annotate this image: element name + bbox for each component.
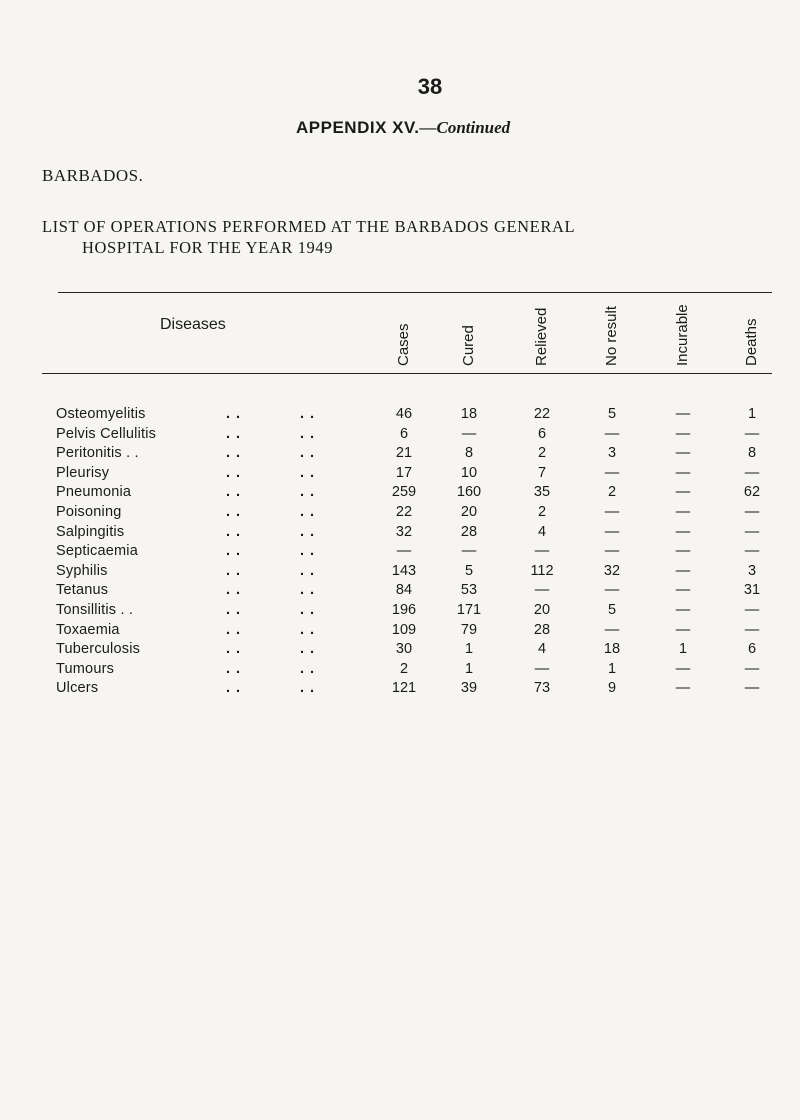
- leader-dots: . .: [300, 562, 316, 579]
- disease-name: Poisoning: [56, 504, 122, 520]
- cell-deaths: 8: [747, 445, 757, 462]
- leader-dots: . .: [226, 543, 242, 560]
- leader-dots: . .: [226, 680, 242, 697]
- cell-cases: 22: [395, 504, 413, 520]
- cell-deaths: 6: [747, 641, 757, 658]
- cell-incurable: —: [675, 562, 691, 579]
- leader-dots: . .: [226, 582, 242, 599]
- table-title: [42, 216, 782, 258]
- column-header-no-result: No result: [603, 305, 620, 366]
- leader-dots: . .: [300, 464, 316, 481]
- table-row: [0, 445, 800, 465]
- cell-relieved: 6: [537, 425, 547, 442]
- cell-cured: 79: [460, 621, 478, 638]
- cell-cases: 6: [399, 425, 409, 442]
- cell-relieved: 28: [533, 621, 551, 638]
- leader-dots: . .: [226, 445, 242, 462]
- column-header-relieved: Relieved: [533, 307, 550, 366]
- cell-relieved: 20: [533, 602, 551, 618]
- cell-cured: 1: [464, 660, 474, 677]
- cell-cases: 32: [395, 523, 413, 540]
- disease-name: Septicaemia: [56, 543, 138, 560]
- diseases-column-header: Diseases: [160, 316, 226, 333]
- table-row: [0, 622, 800, 642]
- leader-dots: . .: [226, 464, 242, 481]
- leader-dots: . .: [300, 621, 316, 638]
- leader-dots: . .: [300, 602, 316, 618]
- cell-incurable: —: [675, 621, 691, 638]
- cell-cases: 143: [391, 562, 417, 579]
- cell-deaths: —: [744, 660, 760, 677]
- leader-dots: . .: [226, 523, 242, 540]
- cell-cured: —: [461, 425, 477, 442]
- cell-cured: 28: [460, 523, 478, 540]
- cell-cases: 196: [391, 602, 417, 618]
- leader-dots: . .: [300, 484, 316, 501]
- leader-dots: . .: [300, 523, 316, 540]
- cell-deaths: —: [744, 602, 760, 618]
- leader-dots: . .: [300, 406, 316, 422]
- cell-deaths: —: [744, 425, 760, 442]
- appendix-heading: [296, 118, 510, 138]
- cell-cured: 171: [456, 602, 482, 618]
- cell-incurable: —: [675, 582, 691, 599]
- cell-incurable: —: [675, 406, 691, 422]
- leader-dots: . .: [300, 582, 316, 599]
- cell-relieved: —: [534, 582, 550, 599]
- cell-incurable: —: [675, 425, 691, 442]
- disease-name: Tuberculosis: [56, 641, 141, 658]
- cell-incurable: —: [675, 602, 691, 618]
- table-row: [0, 641, 800, 661]
- leader-dots: . .: [226, 504, 242, 520]
- table-row: [0, 602, 800, 622]
- cell-relieved: 112: [530, 562, 554, 579]
- continued-label: —Continued: [419, 118, 511, 137]
- cell-deaths: 3: [747, 562, 757, 579]
- disease-name: Tetanus: [56, 582, 109, 599]
- leader-dots: . .: [300, 425, 316, 442]
- cell-relieved: 22: [533, 406, 551, 422]
- disease-name: Salpingitis: [56, 523, 125, 540]
- cell-cured: —: [461, 543, 477, 560]
- cell-relieved: 4: [537, 523, 547, 540]
- table-row: [0, 426, 800, 446]
- leader-dots: . .: [300, 660, 316, 677]
- cell-cases: 259: [391, 484, 417, 501]
- title-line-1: LIST OF OPERATIONS PERFORMED AT THE BARBADOS GENERAL: [42, 217, 576, 236]
- leader-dots: . .: [226, 406, 242, 422]
- cell-cases: 121: [391, 680, 417, 697]
- cell-cured: 53: [460, 582, 478, 599]
- appendix-label: APPENDIX XV.: [296, 118, 420, 137]
- cell-deaths: 1: [747, 406, 757, 422]
- leader-dots: . .: [300, 641, 316, 658]
- cell-deaths: —: [744, 523, 760, 540]
- leader-dots: . .: [300, 680, 316, 697]
- leader-dots: . .: [300, 543, 316, 560]
- cell-deaths: 31: [743, 582, 761, 599]
- disease-name: Tumours: [56, 660, 115, 677]
- table-row: [0, 524, 800, 544]
- cell-incurable: —: [675, 523, 691, 540]
- cell-cured: 8: [464, 445, 474, 462]
- table-row: [0, 563, 800, 583]
- cell-cases: —: [396, 543, 412, 560]
- cell-relieved: 7: [537, 464, 547, 481]
- cell-no-result: 5: [607, 602, 617, 618]
- column-header-cured: Cured: [460, 325, 477, 366]
- disease-name: Pleurisy: [56, 464, 110, 481]
- cell-deaths: —: [744, 464, 760, 481]
- disease-name: Toxaemia: [56, 621, 120, 638]
- cell-relieved: 73: [533, 680, 551, 697]
- cell-no-result: 18: [603, 641, 621, 658]
- leader-dots: . .: [300, 504, 316, 520]
- leader-dots: . .: [300, 445, 316, 462]
- disease-name: Osteomyelitis: [56, 406, 146, 422]
- table-row: [0, 661, 800, 681]
- leader-dots: . .: [226, 660, 242, 677]
- table-row: [0, 406, 800, 426]
- disease-name: Peritonitis . .: [56, 445, 139, 462]
- cell-cases: 17: [395, 464, 413, 481]
- column-header-incurable: Incurable: [674, 304, 691, 366]
- region-heading: BARBADOS.: [42, 166, 144, 185]
- cell-relieved: 4: [537, 641, 547, 658]
- cell-cases: 84: [395, 582, 413, 599]
- cell-relieved: 35: [533, 484, 551, 501]
- table-row: [0, 504, 800, 524]
- table-row: [0, 484, 800, 504]
- cell-deaths: —: [744, 504, 760, 520]
- cell-no-result: —: [604, 464, 620, 481]
- cell-cases: 2: [399, 660, 409, 677]
- leader-dots: . .: [226, 425, 242, 442]
- cell-no-result: 32: [603, 562, 621, 579]
- cell-no-result: 3: [607, 445, 617, 462]
- cell-no-result: —: [604, 425, 620, 442]
- cell-cured: 10: [460, 464, 478, 481]
- cell-no-result: 2: [607, 484, 617, 501]
- cell-incurable: —: [675, 504, 691, 520]
- cell-cured: 5: [464, 562, 474, 579]
- cell-no-result: —: [604, 621, 620, 638]
- leader-dots: . .: [226, 562, 242, 579]
- cell-relieved: —: [534, 660, 550, 677]
- cell-cured: 18: [460, 406, 478, 422]
- table-row: [0, 543, 800, 563]
- cell-cured: 20: [460, 504, 478, 520]
- cell-no-result: 9: [607, 680, 617, 697]
- cell-cured: 160: [456, 484, 482, 501]
- column-header-deaths: Deaths: [743, 318, 760, 366]
- page-number: 38: [417, 74, 443, 99]
- cell-cases: 109: [391, 621, 417, 638]
- disease-name: Pelvis Cellulitis: [56, 425, 157, 442]
- cell-incurable: —: [675, 445, 691, 462]
- top-rule: [58, 292, 772, 293]
- table-row: [0, 465, 800, 485]
- title-line-2: HOSPITAL FOR THE YEAR 1949: [82, 238, 334, 257]
- header-rule: [42, 373, 772, 374]
- cell-relieved: 2: [537, 504, 547, 520]
- cell-no-result: —: [604, 504, 620, 520]
- disease-name: Syphilis: [56, 562, 108, 579]
- cell-incurable: —: [675, 680, 691, 697]
- table-row: [0, 680, 800, 700]
- cell-cases: 46: [395, 406, 413, 422]
- cell-incurable: 1: [678, 641, 688, 658]
- cell-relieved: —: [534, 543, 550, 560]
- leader-dots: . .: [226, 641, 242, 658]
- cell-incurable: —: [675, 464, 691, 481]
- cell-cases: 21: [395, 445, 413, 462]
- cell-relieved: 2: [537, 445, 547, 462]
- cell-cases: 30: [395, 641, 413, 658]
- cell-deaths: —: [744, 543, 760, 560]
- cell-no-result: 5: [607, 406, 617, 422]
- table-row: [0, 582, 800, 602]
- cell-cured: 1: [464, 641, 474, 658]
- leader-dots: . .: [226, 484, 242, 501]
- cell-cured: 39: [460, 680, 478, 697]
- cell-deaths: —: [744, 621, 760, 638]
- disease-name: Pneumonia: [56, 484, 132, 501]
- disease-name: Ulcers: [56, 680, 99, 697]
- leader-dots: . .: [226, 602, 242, 618]
- cell-incurable: —: [675, 660, 691, 677]
- cell-no-result: 1: [607, 660, 617, 677]
- cell-no-result: —: [604, 523, 620, 540]
- column-header-cases: Cases: [395, 323, 412, 366]
- cell-no-result: —: [604, 543, 620, 560]
- cell-deaths: 62: [743, 484, 761, 501]
- cell-no-result: —: [604, 582, 620, 599]
- disease-name: Tonsillitis . .: [56, 602, 134, 618]
- cell-incurable: —: [675, 543, 691, 560]
- cell-incurable: —: [675, 484, 691, 501]
- cell-deaths: —: [744, 680, 760, 697]
- leader-dots: . .: [226, 621, 242, 638]
